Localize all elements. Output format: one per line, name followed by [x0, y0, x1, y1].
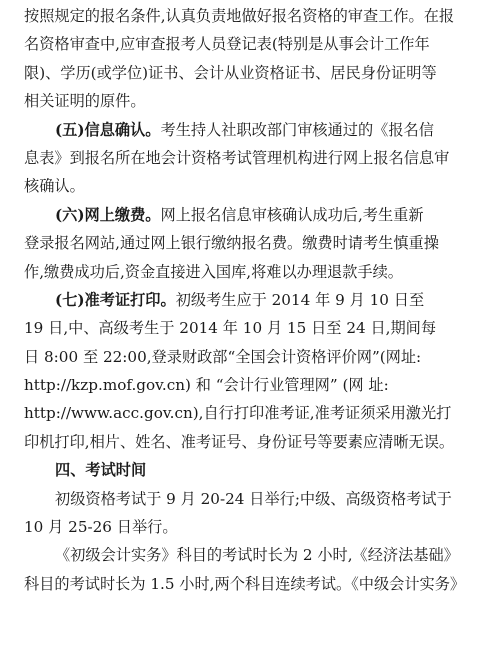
section-5-lead: (五)信息确认。	[55, 120, 161, 139]
paragraph-line: 名资格审查中,应审查报考人员登记表(特别是从事会计工作年	[24, 35, 430, 54]
section-7-line	[24, 286, 468, 314]
section-6-lead: (六)网上缴费。	[55, 205, 161, 224]
exam-time-line: 初级资格考试于 9 月 20-24 日举行;中级、高级资格考试于	[55, 489, 452, 508]
paragraph-line: 相关证明的原件。	[24, 92, 146, 111]
section-5-line: 息表》到报名所在地会计资格考试管理机构进行网上报名信息审	[24, 148, 450, 167]
section-6-text: 网上报名信息审核确认成功后,考生重新	[160, 205, 424, 224]
section-7-text: 初级考生应于 2014 年 9 月 10 日至	[175, 290, 425, 309]
section-5-line	[24, 116, 468, 144]
duration-line: 《初级会计实务》科目的考试时长为 2 小时,《经济法基础》	[55, 546, 459, 565]
section-7-lead: (七)准考证打印。	[55, 290, 176, 309]
section-7-line: 19 日,中、高级考生于 2014 年 10 月 15 日至 24 日,期间每	[24, 319, 437, 338]
exam-time-line: 10 月 25-26 日举行。	[24, 518, 178, 537]
section-7-line: http://kzp.mof.gov.cn) 和 “会计行业管理网” (网 址:	[24, 376, 389, 395]
paragraph-line: 按照规定的报名条件,认真负责地做好报名资格的审查工作。在报	[24, 7, 455, 25]
section-6-line: 登录报名网站,通过网上银行缴纳报名费。缴费时请考生慎重操	[24, 234, 439, 253]
section-7-line: http://www.acc.gov.cn),自行打印准考证,准考证须采用激光打	[24, 404, 452, 423]
section-7-line: 印机打印,相片、姓名、准考证号、身份证号等要素应清晰无误。	[24, 432, 455, 451]
section-heading: 四、考试时间	[55, 461, 147, 480]
section-6-line: 作,缴费成功后,资金直接进入国库,将难以办理退款手续。	[24, 262, 403, 281]
section-5-text: 考生持人社职改部门审核通过的《报名信	[160, 120, 434, 139]
duration-line: 科目的考试时长为 1.5 小时,两个科目连续考试。《中级会计实务》	[24, 574, 466, 593]
paragraph-line: 限)、学历(或学位)证书、会计从业资格证书、居民身份证明等	[24, 63, 437, 82]
section-7-line: 日 8:00 至 22:00,登录财政部“全国会计资格评价网”(网址:	[24, 347, 422, 366]
section-6-line	[24, 201, 468, 229]
section-5-line: 核确认。	[24, 177, 85, 196]
